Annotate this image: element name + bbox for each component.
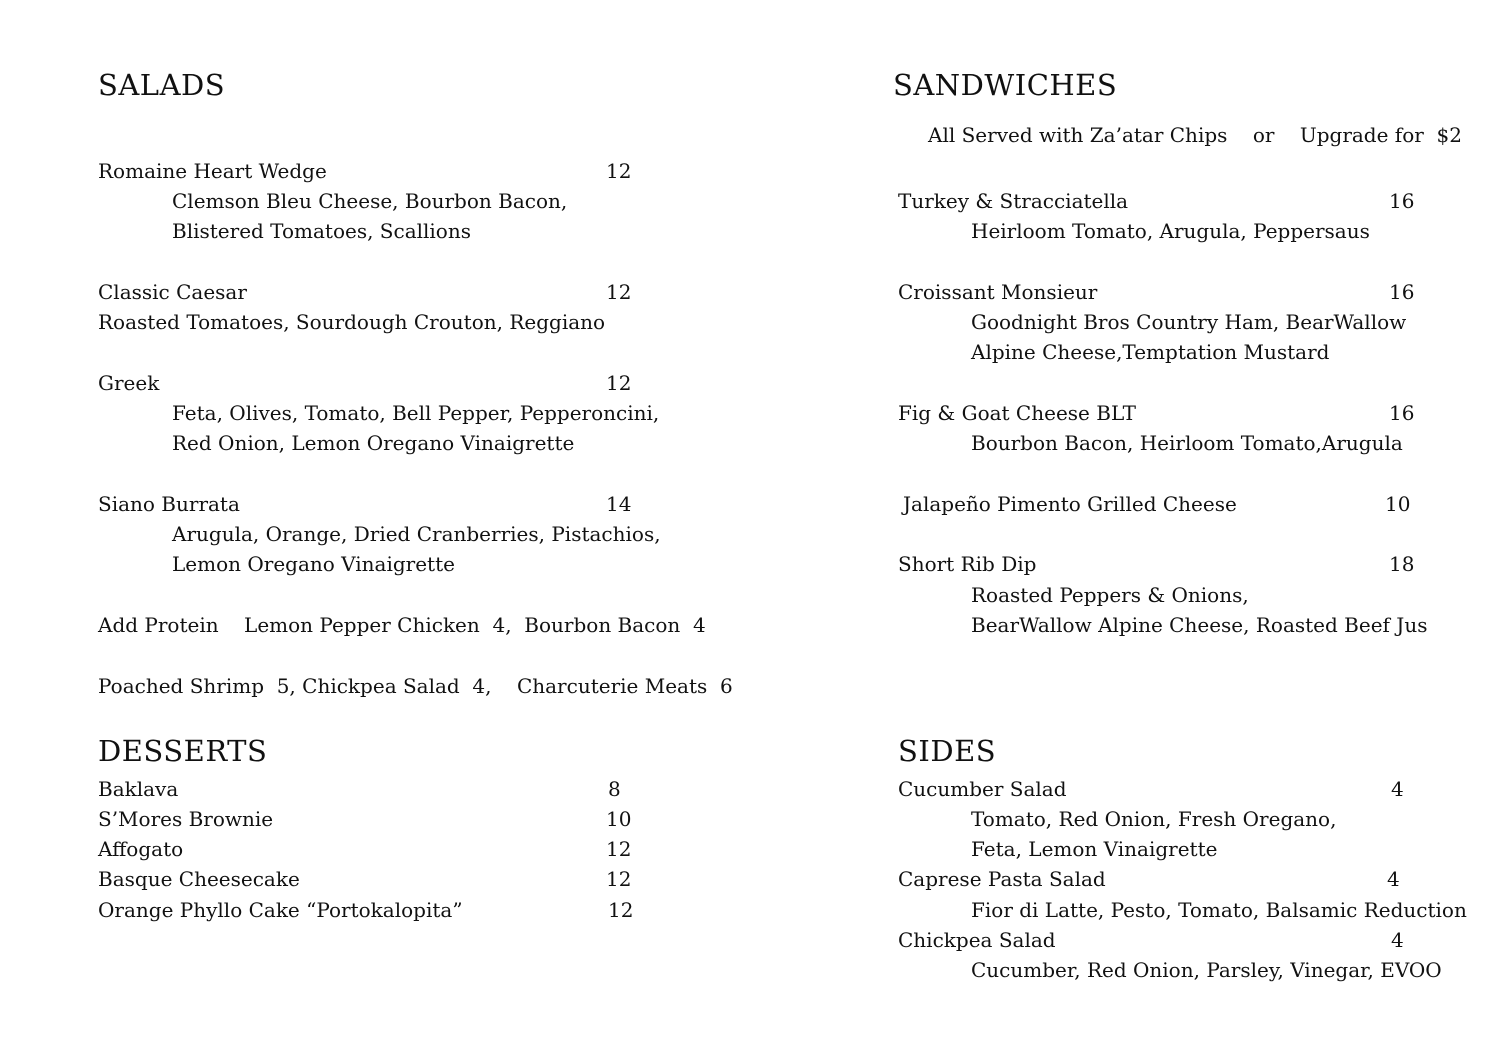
side-price: 4	[1391, 777, 1404, 801]
salad-name: Greek	[98, 371, 160, 395]
dessert-price: 10	[606, 807, 632, 831]
sandwich-description: BearWallow Alpine Cheese, Roasted Beef Jus	[971, 613, 1428, 637]
side-price: 4	[1387, 867, 1400, 891]
salad-description: Roasted Tomatoes, Sourdough Crouton, Reggiano	[98, 310, 606, 334]
sandwich-description: Heirloom Tomato, Arugula, Peppersaus	[971, 219, 1370, 243]
salad-name: Romaine Heart Wedge	[98, 159, 327, 183]
desserts-heading: DESSERTS	[98, 734, 268, 768]
sides-heading: SIDES	[898, 734, 997, 768]
side-description: Tomato, Red Onion, Fresh Oregano,	[971, 807, 1337, 831]
side-name: Caprese Pasta Salad	[898, 867, 1106, 891]
salad-price: 12	[606, 371, 632, 395]
side-price: 4	[1391, 928, 1404, 952]
dessert-price: 12	[608, 898, 634, 922]
sandwich-name: Fig & Goat Cheese BLT	[898, 401, 1136, 425]
side-name: Cucumber Salad	[898, 777, 1067, 801]
salad-description: Blistered Tomatoes, Scallions	[172, 219, 471, 243]
side-name: Chickpea Salad	[898, 928, 1056, 952]
salad-price: 12	[606, 280, 632, 304]
dessert-name: Orange Phyllo Cake “Portokalopita”	[98, 898, 463, 922]
salad-price: 12	[606, 159, 632, 183]
salads-heading: SALADS	[98, 68, 226, 102]
salad-description: Lemon Oregano Vinaigrette	[172, 552, 455, 576]
sandwich-price: 16	[1389, 401, 1415, 425]
sandwich-price: 10	[1385, 492, 1411, 516]
dessert-name: Baklava	[98, 777, 179, 801]
sandwich-price: 16	[1389, 189, 1415, 213]
salad-name: Classic Caesar	[98, 280, 247, 304]
side-description: Feta, Lemon Vinaigrette	[971, 837, 1218, 861]
sandwich-name: Turkey & Stracciatella	[898, 189, 1129, 213]
sandwich-price: 16	[1389, 280, 1415, 304]
salad-description: Clemson Bleu Cheese, Bourbon Bacon,	[172, 189, 568, 213]
salad-description: Feta, Olives, Tomato, Bell Pepper, Pepperoncini,	[172, 401, 660, 425]
add-protein-line: Poached Shrimp 5, Chickpea Salad 4, Charcuterie Meats 6	[98, 674, 733, 698]
sandwich-price: 18	[1389, 552, 1415, 576]
sandwiches-subtitle: All Served with Za’atar Chips or Upgrade for $2	[928, 123, 1462, 147]
dessert-name: S’Mores Brownie	[98, 807, 274, 831]
sandwich-description: Roasted Peppers & Onions,	[971, 583, 1249, 607]
sandwich-description: Bourbon Bacon, Heirloom Tomato,Arugula	[971, 431, 1403, 455]
salad-name: Siano Burrata	[98, 492, 240, 516]
salad-description: Arugula, Orange, Dried Cranberries, Pistachios,	[172, 522, 661, 546]
dessert-price: 12	[606, 837, 632, 861]
dessert-name: Affogato	[98, 837, 184, 861]
add-protein-line: Add Protein Lemon Pepper Chicken 4, Bourbon Bacon 4	[98, 613, 706, 637]
side-description: Fior di Latte, Pesto, Tomato, Balsamic Reduction	[971, 898, 1467, 922]
sandwich-name: Short Rib Dip	[898, 552, 1037, 576]
sandwich-description: Goodnight Bros Country Ham, BearWallow	[971, 310, 1407, 334]
salad-description: Red Onion, Lemon Oregano Vinaigrette	[172, 431, 575, 455]
side-description: Cucumber, Red Onion, Parsley, Vinegar, EVOO	[971, 958, 1442, 982]
sandwich-description: Alpine Cheese,Temptation Mustard	[971, 340, 1330, 364]
sandwich-name: Jalapeño Pimento Grilled Cheese	[903, 492, 1237, 516]
dessert-price: 8	[608, 777, 621, 801]
salad-price: 14	[606, 492, 632, 516]
sandwiches-heading: SANDWICHES	[893, 68, 1118, 102]
dessert-price: 12	[606, 867, 632, 891]
sandwich-name: Croissant Monsieur	[898, 280, 1098, 304]
dessert-name: Basque Cheesecake	[98, 867, 300, 891]
